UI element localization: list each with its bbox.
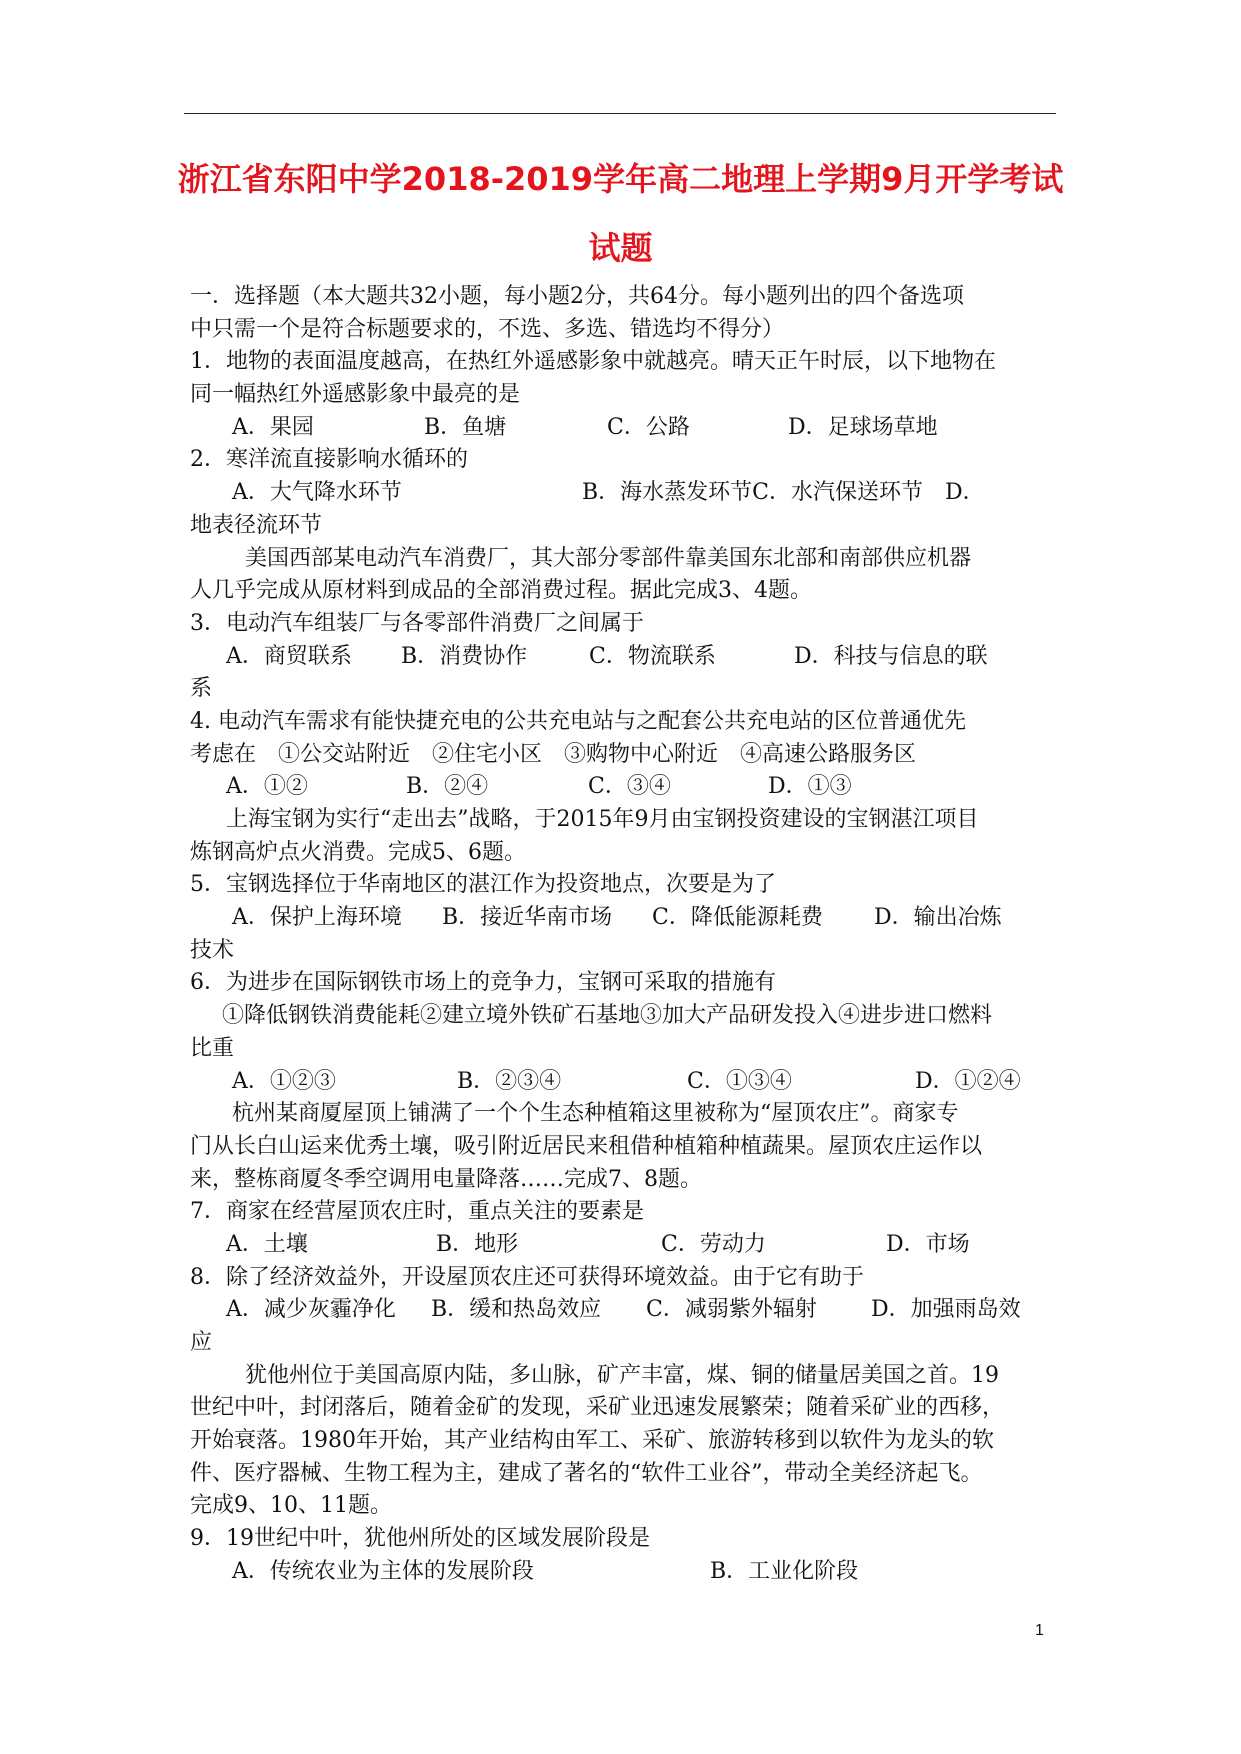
passage: 开始衰落。1980年开始，其产业结构由军工、采矿、旅游转移到以软件为龙头的软: [190, 1428, 994, 1454]
passage: 犹他州位于美国高原内陆，多山脉，矿产丰富，煤、铜的储量居美国之首。19: [245, 1362, 999, 1388]
section-header: 中只需一个是符合标题要求的，不选、多选、错选均不得分）: [190, 316, 785, 342]
passage: 杭州某商厦屋顶上铺满了一个个生态种植箱这里被称为“屋顶农庄”。商家专: [232, 1101, 959, 1127]
passage: 来，整栋商厦冬季空调用电量降落……完成7、8题。: [190, 1166, 702, 1192]
option: A．传统农业为主体的发展阶段: [232, 1558, 534, 1584]
q7-options: [190, 1229, 1090, 1262]
passage: 件、医疗器械、生物工程为主，建成了著名的“软件工业谷”，带动全美经济起飞。: [190, 1460, 983, 1486]
q4-stem: 考虑在 ①公交站附近 ②住宅小区 ③购物中心附近 ④高速公路服务区: [190, 741, 917, 767]
q2-wrap: 地表径流环节: [190, 512, 323, 538]
q6-stem: ①降低钢铁消费能耗②建立境外铁矿石基地③加大产品研发投入④进步进口燃料: [222, 1003, 993, 1029]
q8-wrap: 应: [190, 1330, 213, 1355]
q2-stem: 2．寒洋流直接影响水循环的: [190, 447, 468, 473]
option: C．③④: [588, 774, 671, 800]
option: A．大气降水环节: [232, 480, 402, 506]
option: B．消费协作: [401, 643, 528, 669]
section-header: 一．选择题（本大题共32小题，每小题2分，共64分。每小题列出的四个备选项: [190, 284, 964, 309]
q9-options: [190, 1556, 1090, 1589]
passage: 完成9、10、11题。: [190, 1493, 392, 1519]
q4-stem: 4. 电动汽车需求有能快捷充电的公共充电站与之配套公共充电站的区位普通优先: [190, 708, 966, 734]
q8-stem: 8．除了经济效益外，开设屋顶农庄还可获得环境效益。由于它有助于: [190, 1264, 864, 1290]
q7-stem: 7．商家在经营屋顶农庄时，重点关注的要素是: [190, 1199, 644, 1225]
option: B．鱼塘: [424, 414, 507, 440]
q2-options: [190, 477, 1090, 510]
q6-wrap: 比重: [190, 1035, 235, 1061]
q1-options: [190, 412, 1090, 445]
q3-options: [190, 641, 1090, 674]
option: B．缓和热岛效应: [431, 1297, 602, 1323]
passage: 美国西部某电动汽车消费厂，其大部分零部件靠美国东北部和南部供应机器: [245, 545, 972, 571]
q4-options: [190, 771, 1090, 804]
option: C．减弱紫外辐射: [646, 1297, 817, 1323]
q8-options: [190, 1294, 1090, 1327]
page-number: 1: [1035, 1622, 1044, 1639]
passage: 人几乎完成从原材料到成品的全部消费过程。据此完成3、4题。: [190, 578, 812, 604]
page-title-continued: 试题: [588, 229, 653, 267]
option: C．劳动力: [661, 1231, 766, 1257]
option: D．足球场草地: [788, 414, 938, 440]
option: D．科技与信息的联: [794, 643, 988, 669]
option: A．①②③: [232, 1068, 336, 1094]
passage: 世纪中叶，封闭落后，随着金矿的发现，采矿业迅速发展繁荣；随着采矿业的西移，: [190, 1395, 1005, 1421]
option: A．减少灰霾净化: [226, 1297, 396, 1323]
option: B．接近华南市场: [442, 905, 613, 931]
option: B．地形: [436, 1231, 519, 1257]
q5-options: [190, 902, 1090, 935]
option: A．①②: [226, 774, 308, 800]
option: A．保护上海环境: [232, 905, 402, 931]
passage: 炼钢高炉点火消费。完成5、6题。: [190, 839, 526, 865]
q1-stem: 1．地物的表面温度越高，在热红外遥感影象中就越亮。晴天正午时辰，以下地物在: [190, 349, 996, 375]
q3-stem: 3．电动汽车组装厂与各零部件消费厂之间属于: [190, 610, 644, 636]
option: A．商贸联系: [226, 643, 352, 669]
option: D．加强雨岛效: [871, 1297, 1021, 1323]
q1-stem: 同一幅热红外遥感影象中最亮的是: [190, 382, 521, 408]
page-title: 浙江省东阳中学2018-2019学年高二地理上学期9月开学考试: [177, 160, 1064, 198]
option: A．果园: [232, 414, 314, 440]
q6-options: [190, 1066, 1090, 1099]
option: C．降低能源耗费: [652, 905, 823, 931]
option: D．①③: [768, 774, 852, 800]
passage: 上海宝钢为实行“走出去”战略，于2015年9月由宝钢投资建设的宝钢湛江项目: [226, 807, 979, 832]
q5-stem: 5．宝钢选择位于华南地区的湛江作为投资地点，次要是为了: [190, 872, 776, 898]
option: B．②③④: [457, 1068, 562, 1094]
option: B．工业化阶段: [710, 1558, 859, 1584]
option: D．①②④: [915, 1068, 1021, 1094]
option: C．物流联系: [589, 643, 716, 669]
option: C．公路: [607, 414, 690, 440]
passage: 门从长白山运来优秀土壤，吸引附近居民来租借种植箱种植蔬果。屋顶农庄运作以: [190, 1133, 983, 1159]
option: B．海水蒸发环节C．水汽保送环节 D．: [582, 480, 985, 506]
q9-stem: 9．19世纪中叶，犹他州所处的区域发展阶段是: [190, 1526, 650, 1552]
option: D．市场: [886, 1231, 970, 1257]
option: A．土壤: [226, 1231, 308, 1257]
header-rule: [184, 113, 1056, 114]
option: B．②④: [406, 774, 489, 800]
option: C．①③④: [687, 1068, 792, 1094]
document-body: [190, 281, 1090, 1589]
q5-wrap: 技术: [190, 937, 235, 963]
q6-stem: 6．为进步在国际钢铁市场上的竞争力，宝钢可采取的措施有: [190, 970, 776, 996]
option: D．输出冶炼: [874, 905, 1002, 931]
q3-wrap: 系: [190, 676, 213, 702]
